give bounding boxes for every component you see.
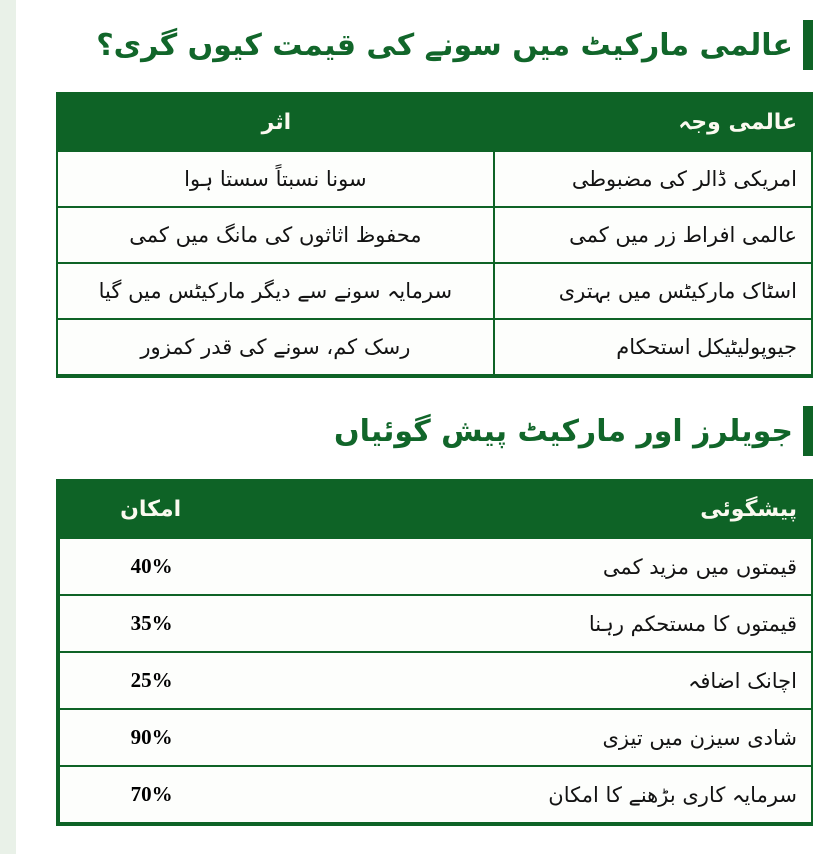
section-heading-row: [56, 400, 813, 462]
table-row: [58, 262, 811, 318]
table-header-row: [58, 481, 811, 537]
heading-accent-bar-icon: [803, 20, 813, 70]
column-header: عالمی وجہ: [678, 109, 797, 135]
table-cell: 40%: [58, 539, 243, 594]
content: [56, 0, 813, 826]
column-header: اثر: [261, 109, 292, 135]
section-gold-price-reasons: [56, 14, 813, 378]
table-cell: عالمی افراط زر میں کمی: [569, 223, 797, 247]
section-title: جویلرز اور مارکیٹ پیش گوئیاں: [334, 413, 793, 449]
table-row: [58, 150, 811, 206]
table-row: [58, 651, 811, 708]
table-row: [58, 765, 811, 822]
section-title: عالمی مارکیٹ میں سونے کی قیمت کیوں گری؟: [96, 27, 793, 63]
table-row: [58, 206, 811, 262]
table-row: [58, 594, 811, 651]
table-cell: قیمتوں کا مستحکم رہنا: [588, 611, 797, 636]
table-cell: قیمتوں میں مزید کمی: [602, 554, 797, 579]
table-cell: رسک کم، سونے کی قدر کمزور: [58, 320, 495, 374]
table-cell: سرمایہ سونے سے دیگر مارکیٹس میں گیا: [58, 264, 495, 318]
column-header: امکان: [120, 496, 182, 522]
table-cell: اچانک اضافہ: [688, 668, 797, 693]
table-cell: امریکی ڈالر کی مضبوطی: [571, 167, 797, 191]
table-cell: 90%: [58, 710, 243, 765]
page-margin-strip: [0, 0, 16, 854]
table-row: [58, 708, 811, 765]
table-cell: 25%: [58, 653, 243, 708]
predictions-probability-table: [56, 479, 813, 826]
heading-accent-bar-icon: [803, 406, 813, 456]
table-row: [58, 318, 811, 374]
reasons-effects-table: [56, 92, 813, 378]
table-cell: 35%: [58, 596, 243, 651]
table-cell: 70%: [58, 767, 243, 822]
table-cell: سونا نسبتاً سستا ہوا: [58, 152, 495, 206]
table-cell: محفوظ اثاثوں کی مانگ میں کمی: [58, 208, 495, 262]
table-row: [58, 537, 811, 594]
table-cell: جیوپولیٹیکل استحکام: [616, 335, 797, 359]
table-cell: سرمایہ کاری بڑھنے کا امکان: [548, 782, 797, 807]
table-cell: شادی سیزن میں تیزی: [602, 725, 797, 750]
table-header-row: [58, 94, 811, 150]
table-cell: اسٹاک مارکیٹس میں بہتری: [558, 279, 797, 303]
section-market-predictions: [56, 400, 813, 826]
section-heading-row: [56, 14, 813, 76]
column-header: پیشگوئی: [700, 496, 797, 522]
